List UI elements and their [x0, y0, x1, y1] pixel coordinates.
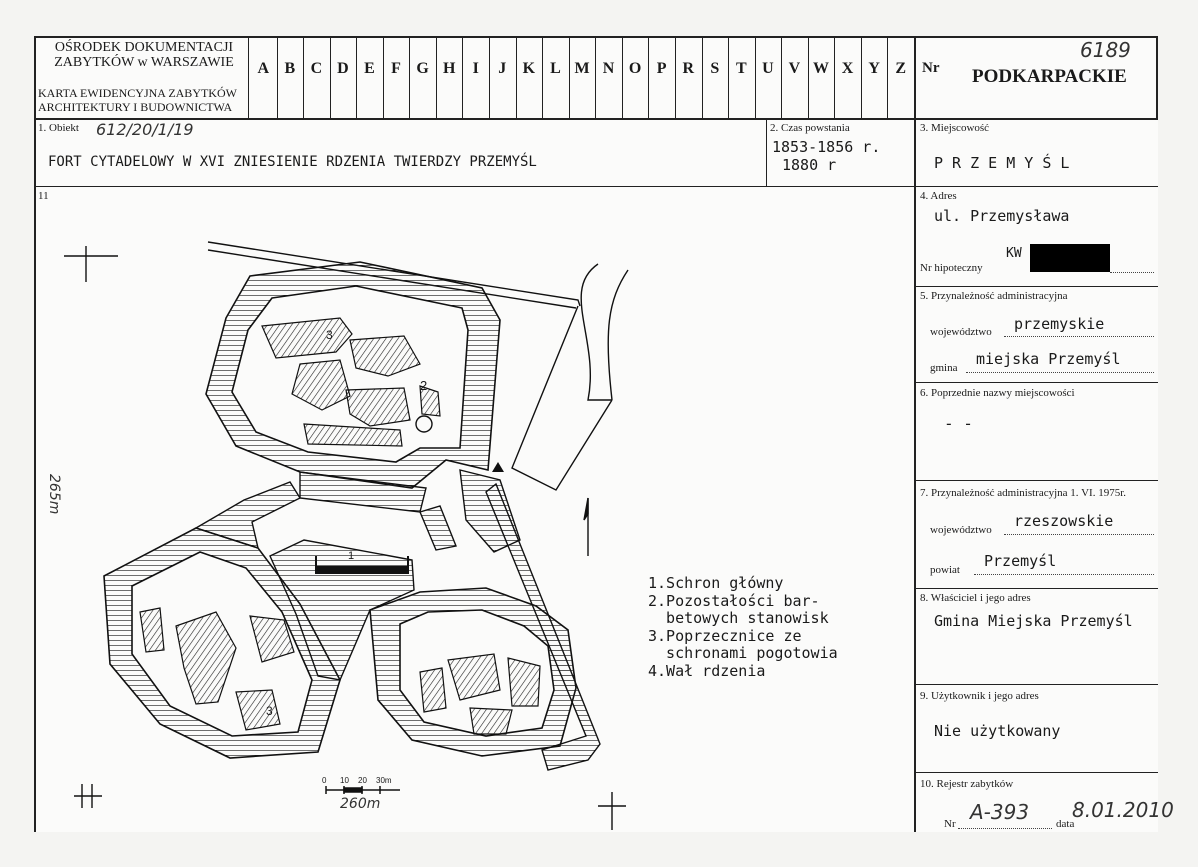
field1-label: 1. Obiekt [38, 122, 79, 134]
previous-names: - - [944, 414, 973, 433]
scale-tick-0: 0 [322, 776, 327, 785]
powiat-value: Przemyśl [984, 552, 1057, 570]
scale-tick-30: 30m [376, 776, 392, 785]
letter-g: G [416, 60, 429, 77]
fort-inner-north [262, 318, 440, 446]
sep-6 [916, 382, 1158, 383]
letter-v: V [788, 60, 801, 77]
field9-label: 9. Użytkownik i jego adres [920, 690, 1039, 702]
register-date-label: data [1056, 818, 1075, 830]
field1-code: 612/20/1/19 [96, 120, 194, 139]
legend-line: betowych stanowisk [648, 609, 829, 627]
right-column-divider [914, 36, 916, 832]
address: ul. Przemysława [934, 207, 1070, 225]
redaction-block [1030, 244, 1110, 272]
card-type-line2: ARCHITEKTURY I BUDOWNICTWA [38, 100, 233, 114]
field7-label: 7. Przynależność administracyjna 1. VI. 1975r. [920, 487, 1126, 499]
sep-4 [916, 186, 1158, 187]
sep-10 [916, 772, 1158, 773]
letter-z: Z [895, 60, 907, 77]
letter-u: U [762, 60, 774, 77]
sep-7 [916, 480, 1158, 481]
letter-e: E [364, 60, 375, 77]
letter-w: W [813, 60, 830, 77]
letter-s: S [710, 60, 720, 77]
letter-t: T [736, 60, 747, 77]
field5-label: 5. Przynależność administracyjna [920, 290, 1068, 302]
dimension-horizontal: 260m [340, 796, 381, 812]
sep-8 [916, 588, 1158, 589]
letter-j: J [498, 60, 507, 77]
card-type-line1: KARTA EWIDENCYJNA ZABYTKÓW [38, 86, 237, 100]
letter-y: Y [868, 60, 880, 77]
sep-5 [916, 286, 1158, 287]
letter-k: K [522, 60, 536, 77]
letter-x: X [841, 60, 854, 77]
letter-o: O [628, 60, 642, 77]
dots [1004, 336, 1154, 337]
region-name: PODKARPACKIE [972, 66, 1127, 87]
powiat-label: powiat [930, 564, 960, 576]
fort-bastion-north [206, 262, 500, 488]
letter-c: C [310, 60, 323, 77]
sep-9 [916, 684, 1158, 685]
field2-label: 2. Czas powstania [770, 122, 850, 134]
hip-value: KW [1006, 246, 1022, 261]
field4-label: 4. Adres [920, 190, 957, 202]
woj7-value: rzeszowskie [1014, 512, 1114, 530]
woj5-value: przemyskie [1014, 315, 1105, 333]
legend-line: schronami pogotowia [648, 644, 838, 662]
registration-cross-tl [64, 246, 118, 282]
letter-b: B [284, 60, 296, 77]
dots [966, 372, 1154, 373]
construction-date-2: 1880 r [782, 156, 837, 174]
register-date-value: 8.01.2010 [1072, 798, 1174, 822]
field8-label: 8. Właściciel i jego adres [920, 592, 1031, 604]
plan-marker-3-north: 3 [326, 328, 333, 342]
nr-label: Nr [922, 60, 940, 76]
register-nr-label: Nr [944, 818, 956, 830]
letter-d: D [337, 60, 349, 77]
legend-line: 2.Pozostałości bar- [648, 591, 820, 610]
object-name: FORT CYTADELOWY W XVI ZNIESIENIE RDZENIA TWIERDZY PRZEMYŚL [48, 154, 537, 170]
woj7-label: województwo [930, 524, 992, 536]
construction-date-1: 1853-1856 r. [772, 138, 881, 156]
owner: Gmina Miejska Przemyśl [934, 612, 1133, 630]
legend-line: 3.Poprzecznice ze [648, 626, 802, 645]
register-nr-value: A-393 [970, 800, 1030, 824]
registration-cross-br [598, 792, 626, 830]
main-shelter [316, 566, 408, 574]
border-right-top [1156, 36, 1158, 120]
locality: P R Z E M Y Ś L [934, 154, 1070, 172]
letter-l: L [550, 60, 561, 77]
scale-bar [326, 786, 400, 794]
field6-label: 6. Poprzednie nazwy miejscowości [920, 387, 1075, 399]
dots [958, 828, 1052, 829]
circular-position [416, 416, 432, 432]
letter-p: P [656, 60, 667, 77]
survey-point-marker [492, 462, 504, 472]
scale-tick-10: 10 [340, 776, 349, 785]
letter-n: N [602, 60, 615, 77]
org-line2: ZABYTKÓW w WARSZAWIE [54, 55, 234, 70]
nr-value: 6189 [1080, 38, 1131, 62]
letter-i: I [472, 60, 479, 77]
woj5-label: województwo [930, 326, 992, 338]
gmina-label: gmina [930, 362, 958, 374]
letter-a: A [257, 60, 270, 77]
dimension-vertical: 265m [46, 474, 62, 515]
scale-tick-20: 20 [358, 776, 367, 785]
fort-inner-east [420, 654, 540, 734]
field3-label: 3. Miejscowość [920, 122, 990, 134]
legend-line: 4.Wał rdzenia [648, 661, 766, 680]
plan-marker-2: 2 [420, 378, 428, 393]
registration-cross-bl [74, 784, 102, 808]
letter-h: H [442, 60, 456, 77]
field11-label: 11 [38, 190, 49, 202]
dots [1004, 534, 1154, 535]
legend-line: 1.Schron główny [648, 574, 784, 592]
hip-label: Nr hipoteczny [920, 262, 983, 274]
letter-r: R [682, 60, 694, 77]
letter-m: M [574, 60, 590, 77]
org-line1: OŚRODEK DOKUMENTACJI [54, 40, 234, 55]
plan-marker-1: 1 [348, 550, 355, 562]
plan-marker-3-west: 3 [266, 704, 273, 718]
letter-f: F [391, 60, 401, 77]
dots [974, 574, 1154, 575]
north-arrow [584, 498, 588, 556]
user: Nie użytkowany [934, 722, 1061, 740]
dots [1110, 272, 1154, 273]
gmina-value: miejska Przemyśl [976, 350, 1121, 368]
field10-label: 10. Rejestr zabytków [920, 778, 1014, 790]
